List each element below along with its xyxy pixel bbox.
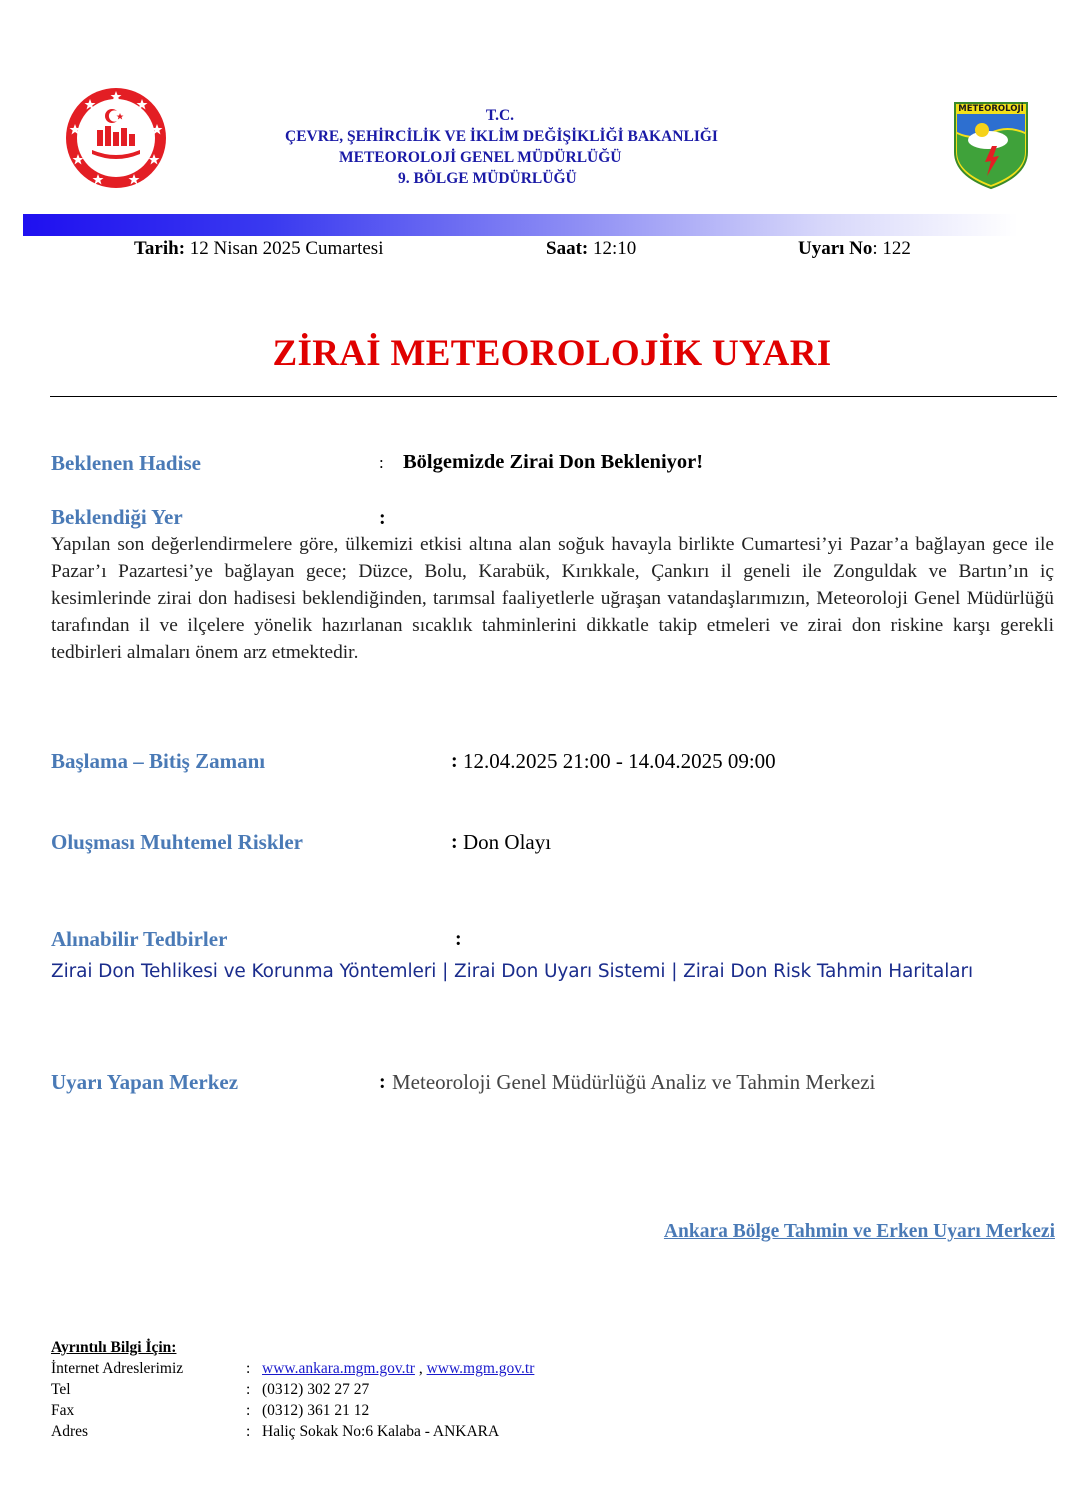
header-divider-bar (23, 214, 1018, 236)
warning-number-info (798, 238, 911, 260)
event-label: Beklenen Hadise (51, 451, 201, 475)
fax-sep: : (246, 1402, 251, 1419)
meteoroloji-logo (952, 100, 1030, 190)
ankara-mgm-link[interactable]: www.ankara.mgm.gov.tr (262, 1360, 415, 1377)
time-range-label: Başlama – Bitiş Zamanı (51, 749, 266, 773)
event-colon: : (379, 453, 384, 472)
frost-hazard-link[interactable]: Zirai Don Tehlikesi ve Korunma Yöntemleri (51, 961, 437, 982)
ministry-logo (64, 86, 168, 190)
time-range-colon: : (451, 750, 458, 772)
internet-label: İnternet Adreslerimiz (51, 1360, 184, 1377)
frost-warning-system-link[interactable]: Zirai Don Uyarı Sistemi (454, 961, 666, 982)
time-value: 12:10 (588, 238, 637, 259)
center-colon: : (379, 1071, 386, 1093)
title-divider (50, 396, 1057, 397)
mgm-link[interactable]: www.mgm.gov.tr (426, 1360, 535, 1377)
tel-value: (0312) 302 27 27 (262, 1381, 370, 1398)
event-value: Bölgemizde Zirai Don Bekleniyor! (403, 451, 704, 473)
date-value: 12 Nisan 2025 Cumartesi (185, 238, 384, 259)
center-label: Uyarı Yapan Merkez (51, 1070, 239, 1094)
address-sep: : (246, 1423, 251, 1440)
warning-value: : 122 (872, 238, 911, 259)
regional-center-link[interactable]: Ankara Bölge Tahmin ve Erken Uyarı Merkezi (663, 1221, 1055, 1242)
place-description: Yapılan son değerlendirmelere göre, ülkemizi etkisi altına alan soğuk havayla birlikte Cumartesi’yi Pazar’a bağlayan gece ile Pazar’ı Pazartesi’ye bağlayan gece; Düzce, Bolu, Karabük, Kırıkkale, Çankırı il geneli ile Zonguldak ve Bartın’ın iç kesimlerinde zirai don hadisesi beklendiğinden, tarımsal faaliyetlerle uğraşan vatandaşlarımızın, Meteoroloji Genel Müdürlüğü tarafından il ve ilçelere yönelik hazırlanan sıcaklık tahminlerini dikkatle takip etmeleri ve zirai don riskine karşı gerekli tedbirleri almaları önem arz etmektedir. (51, 534, 1054, 663)
link-separator: | (436, 961, 455, 982)
page-title: ZİRAİ METEOROLOJİK UYARI (272, 333, 832, 374)
measures-links (51, 961, 973, 982)
tel-sep: : (246, 1381, 251, 1398)
center-value: Meteoroloji Genel Müdürlüğü Analiz ve Tahmin Merkezi (392, 1070, 876, 1094)
footer-heading: Ayrıntılı Bilgi İçin: (51, 1339, 177, 1356)
fax-label: Fax (51, 1402, 75, 1419)
risk-value: Don Olayı (463, 830, 552, 854)
place-label: Beklendiği Yer (51, 505, 183, 529)
time-info (546, 238, 636, 260)
risk-colon: : (451, 831, 458, 853)
internet-sep: : (246, 1360, 251, 1377)
time-label: Saat: (546, 238, 589, 259)
place-colon: : (379, 507, 386, 529)
header-tc: T.C. (485, 107, 515, 124)
header-ministry: ÇEVRE, ŞEHİRCİLİK VE İKLİM DEĞİŞİKLİĞİ BAKANLIĞI (285, 128, 718, 145)
warning-label: Uyarı No (798, 238, 873, 259)
date-label: Tarih: (134, 238, 186, 259)
time-range-value: 12.04.2025 21:00 - 14.04.2025 09:00 (463, 749, 776, 773)
address-value: Haliç Sokak No:6 Kalaba - ANKARA (262, 1423, 500, 1440)
tel-label: Tel (51, 1381, 71, 1398)
measures-label: Alınabilir Tedbirler (51, 927, 228, 951)
header-region: 9. BÖLGE MÜDÜRLÜĞÜ (398, 170, 577, 187)
risk-label: Oluşması Muhtemel Riskler (51, 830, 303, 854)
logo-text: METEOROLOJİ (958, 104, 1024, 114)
fax-value: (0312) 361 21 12 (262, 1402, 370, 1419)
link-comma: , (418, 1360, 423, 1377)
header-directorate: METEOROLOJİ GENEL MÜDÜRLÜĞÜ (339, 149, 622, 166)
date-info (134, 238, 383, 260)
address-label: Adres (51, 1423, 89, 1440)
frost-risk-map-link[interactable]: Zirai Don Risk Tahmin Haritaları (683, 961, 974, 982)
internet-links (262, 1360, 534, 1378)
link-separator: | (665, 961, 684, 982)
measures-colon: : (455, 928, 462, 950)
